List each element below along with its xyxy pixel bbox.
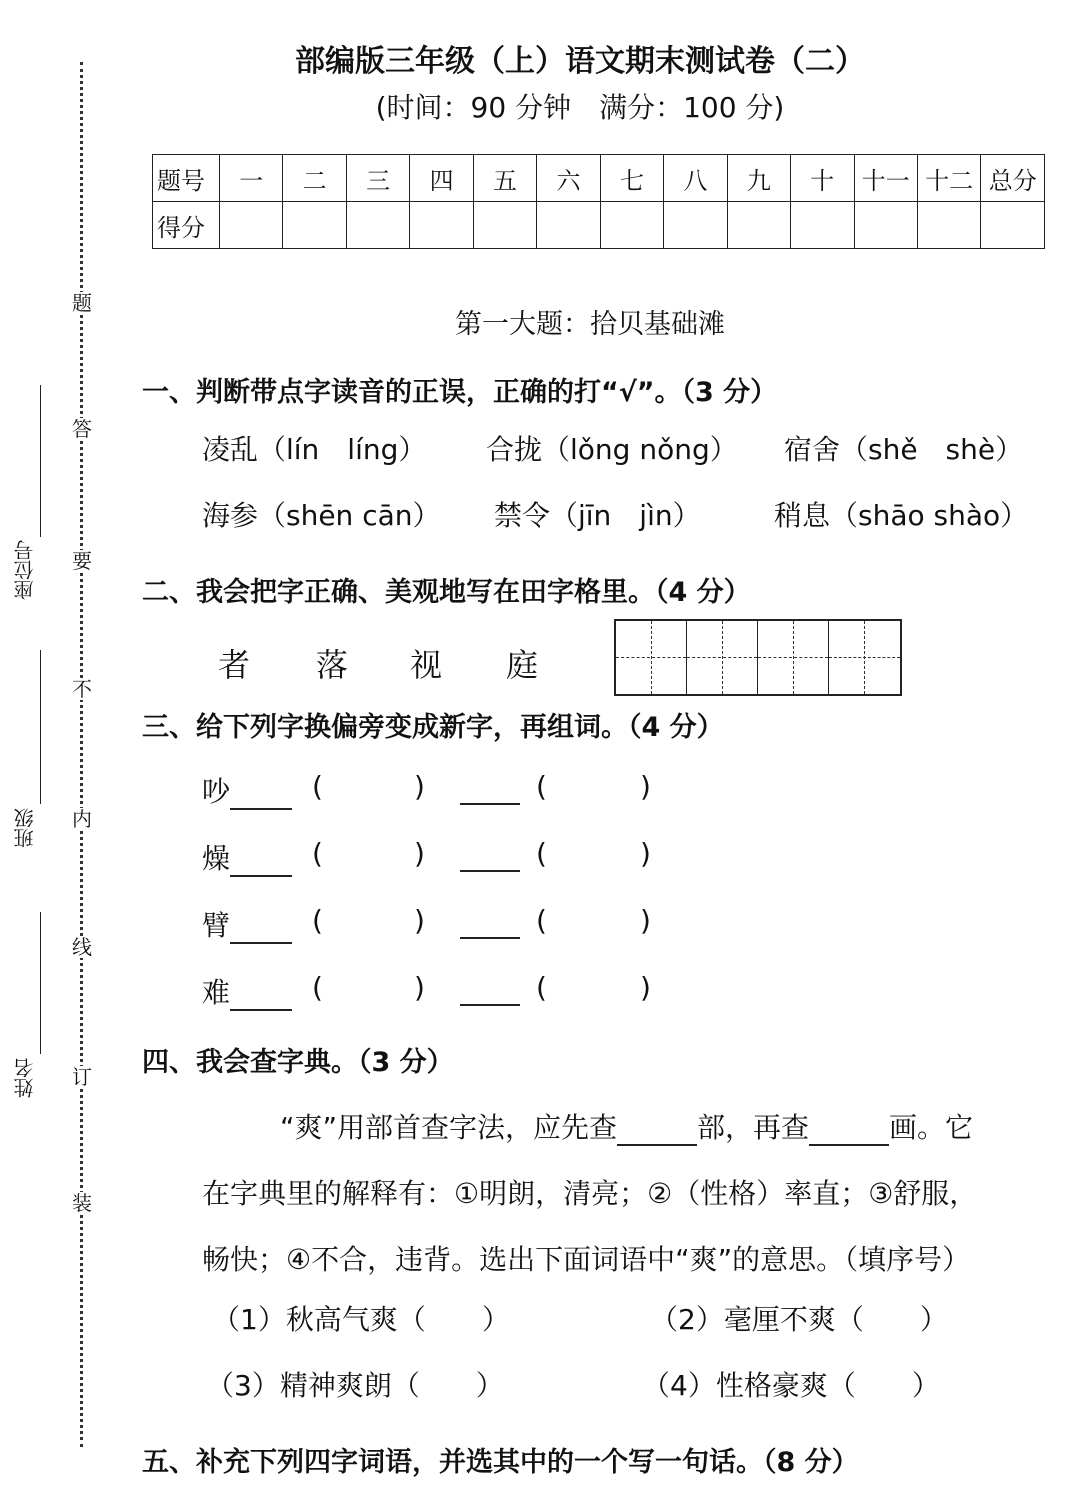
question-2-title: 二、我会把字正确、美观地写在田字格里。（4 分） [142, 577, 751, 608]
radical-blank[interactable] [617, 1111, 697, 1146]
paren-close: ) [414, 971, 425, 1004]
paren-close: ) [640, 837, 651, 870]
score-cell[interactable] [981, 202, 1045, 249]
score-cell[interactable] [537, 202, 600, 249]
column-header: 十一 [854, 155, 917, 202]
copy-char: 者 [218, 646, 251, 684]
score-table [152, 154, 1045, 249]
seat-number-line[interactable] [40, 385, 41, 537]
pinyin-item[interactable]: 凌乱（lín líng） [202, 433, 427, 466]
binding-char: 不 [72, 677, 92, 701]
new-char-blank[interactable] [460, 937, 520, 939]
paragraph-text: 画。它 [889, 1111, 974, 1144]
copy-char: 庭 [506, 646, 539, 684]
base-char: 燥 [202, 842, 231, 875]
binding-char: 题 [72, 291, 92, 315]
new-char-blank[interactable] [230, 842, 292, 877]
column-header: 四 [410, 155, 473, 202]
pinyin-item[interactable]: 海参（shēn cān） [202, 499, 441, 532]
score-cell[interactable] [664, 202, 727, 249]
class-label: 班级 [13, 808, 37, 848]
dictionary-paragraph-line-2: 在字典里的解释有：①明朗，清亮；②（性格）率直；③舒服， [202, 1177, 978, 1210]
row-label: 题号 [153, 155, 220, 202]
pinyin-item[interactable]: 宿舍（shě shè） [784, 433, 1024, 466]
question-3-title: 三、给下列字换偏旁变成新字，再组词。（4 分） [142, 712, 724, 743]
column-header: 六 [537, 155, 600, 202]
paren-open: ( [536, 770, 547, 803]
column-header: 八 [664, 155, 727, 202]
paren-open: ( [536, 904, 547, 937]
section-title: 第一大题：拾贝基础滩 [455, 309, 725, 340]
paren-open: ( [536, 837, 547, 870]
seat-number-label: 座位号 [13, 540, 37, 600]
column-header: 七 [600, 155, 663, 202]
binding-char: 内 [72, 807, 92, 831]
paren-close: ) [414, 904, 425, 937]
new-char-blank[interactable] [460, 1004, 520, 1006]
question-5-title: 五、补充下列四字词语，并选其中的一个写一句话。（8 分） [142, 1447, 859, 1478]
meaning-item[interactable]: （4）性格豪爽（ ） [642, 1369, 940, 1402]
paren-open: ( [312, 770, 323, 803]
tianzige-grid[interactable] [614, 619, 902, 696]
tianzige-cell[interactable] [829, 621, 900, 694]
column-header: 二 [283, 155, 346, 202]
score-cell[interactable] [600, 202, 663, 249]
base-char: 难 [202, 976, 231, 1009]
binding-char: 要 [72, 549, 92, 573]
pinyin-item[interactable]: 合拢（lǒng nǒng） [486, 433, 738, 466]
score-cell[interactable] [791, 202, 854, 249]
radical-row [202, 904, 292, 944]
new-char-blank[interactable] [230, 976, 292, 1011]
paren-close: ) [640, 971, 651, 1004]
paragraph-text: 部，再查 [697, 1111, 810, 1144]
binding-dotted-line [80, 62, 83, 1447]
column-header: 三 [346, 155, 409, 202]
paren-close: ) [414, 837, 425, 870]
page-title: 部编版三年级（上）语文期末测试卷（二） [295, 44, 865, 79]
row-label: 得分 [153, 202, 220, 249]
paren-open: ( [312, 837, 323, 870]
column-header: 总分 [981, 155, 1045, 202]
exam-info: (时间：90 分钟 满分：100 分) [375, 91, 785, 124]
question-4-title: 四、我会查字典。（3 分） [142, 1047, 454, 1078]
column-header: 九 [727, 155, 790, 202]
column-header: 十二 [917, 155, 980, 202]
new-char-blank[interactable] [230, 775, 292, 810]
paragraph-text: “爽”用部首查字法，应先查 [280, 1111, 618, 1144]
dictionary-paragraph-line-3: 畅快；④不合，违背。选出下面词语中“爽”的意思。（填序号） [202, 1243, 971, 1276]
copy-char: 落 [316, 646, 349, 684]
radical-row [202, 971, 292, 1011]
column-header: 一 [220, 155, 283, 202]
score-cell[interactable] [473, 202, 536, 249]
paren-close: ) [640, 904, 651, 937]
paren-open: ( [312, 971, 323, 1004]
radical-row [202, 837, 292, 877]
new-char-blank[interactable] [460, 803, 520, 805]
stroke-count-blank[interactable] [809, 1111, 889, 1146]
score-table-score-row [153, 202, 1045, 249]
base-char: 吵 [202, 775, 231, 808]
class-line[interactable] [40, 650, 41, 804]
copy-char: 视 [410, 646, 443, 684]
meaning-item[interactable]: （3）精神爽朗（ ） [206, 1369, 504, 1402]
column-header: 五 [473, 155, 536, 202]
score-cell[interactable] [220, 202, 283, 249]
tianzige-cell[interactable] [687, 621, 758, 694]
meaning-item[interactable]: （1）秋高气爽（ ） [212, 1303, 510, 1336]
name-line[interactable] [40, 912, 41, 1054]
paren-open: ( [536, 971, 547, 1004]
score-cell[interactable] [727, 202, 790, 249]
radical-row [202, 770, 292, 810]
score-cell[interactable] [283, 202, 346, 249]
pinyin-item[interactable]: 稍息（shāo shào） [774, 499, 1029, 532]
paren-close: ) [640, 770, 651, 803]
binding-char: 线 [72, 935, 92, 959]
question-1-title: 一、判断带点字读音的正误，正确的打“√”。（3 分） [142, 377, 778, 408]
dictionary-paragraph-line-1 [280, 1106, 973, 1146]
name-label: 姓名 [13, 1058, 37, 1098]
paren-close: ) [414, 770, 425, 803]
score-cell[interactable] [346, 202, 409, 249]
new-char-blank[interactable] [460, 870, 520, 872]
score-cell[interactable] [854, 202, 917, 249]
binding-char: 答 [72, 417, 92, 441]
score-cell[interactable] [917, 202, 980, 249]
base-char: 臂 [202, 909, 231, 942]
paren-open: ( [312, 904, 323, 937]
binding-char: 装 [72, 1191, 92, 1215]
tianzige-cell[interactable] [758, 621, 829, 694]
score-cell[interactable] [410, 202, 473, 249]
new-char-blank[interactable] [230, 909, 292, 944]
tianzige-cell[interactable] [616, 621, 687, 694]
pinyin-item[interactable]: 禁令（jīn jìn） [494, 499, 701, 532]
score-table-header-row [153, 155, 1045, 202]
meaning-item[interactable]: （2）毫厘不爽（ ） [650, 1303, 948, 1336]
column-header: 十 [791, 155, 854, 202]
binding-char: 订 [72, 1065, 92, 1089]
